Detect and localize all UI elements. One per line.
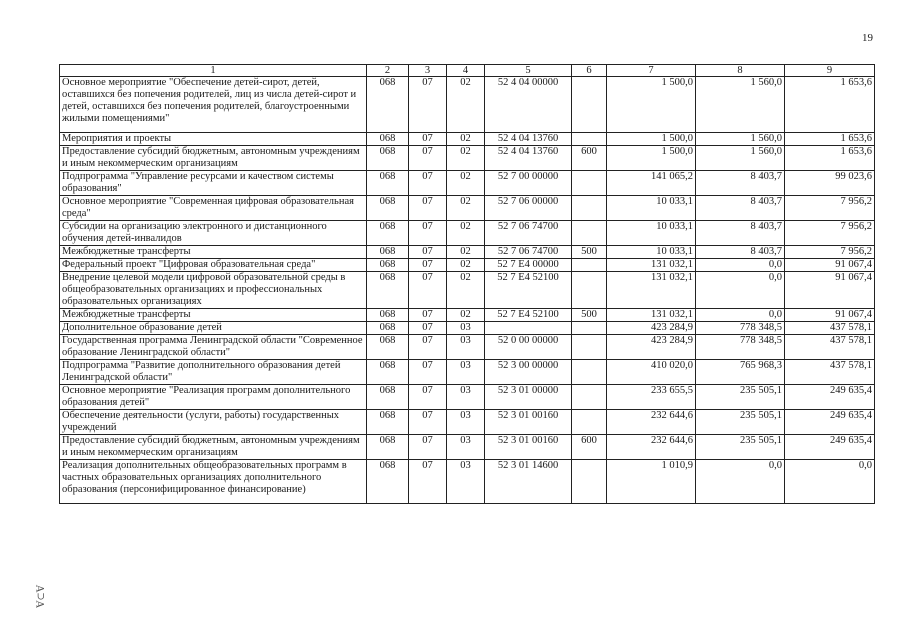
amount-2021-cell: 235 505,1 (696, 435, 785, 460)
amount-2021-cell: 235 505,1 (696, 385, 785, 410)
amount-2022-cell: 249 635,4 (785, 435, 875, 460)
table-row (60, 259, 875, 272)
expense-type-cell (572, 272, 607, 309)
section-code-cell: 07 (409, 171, 447, 196)
admin-code-cell: 068 (367, 460, 409, 504)
section-code-cell: 07 (409, 146, 447, 171)
row-name-cell: Предоставление субсидий бюджетным, автономным учреждениям и иным некоммерческим организациям (60, 435, 367, 460)
col-header-7: 7 (607, 65, 696, 77)
expense-type-cell (572, 171, 607, 196)
table-row (60, 335, 875, 360)
admin-code-cell: 068 (367, 196, 409, 221)
target-article-cell: 52 7 06 74700 (485, 246, 572, 259)
admin-code-cell: 068 (367, 335, 409, 360)
row-name-cell: Мероприятия и проекты (60, 133, 367, 146)
admin-code-cell: 068 (367, 410, 409, 435)
amount-2021-cell: 778 348,5 (696, 322, 785, 335)
amount-2020-cell: 131 032,1 (607, 259, 696, 272)
target-article-cell (485, 322, 572, 335)
amount-2020-cell: 10 033,1 (607, 196, 696, 221)
subsection-code-cell: 02 (447, 171, 485, 196)
table-row (60, 385, 875, 410)
table-header (60, 65, 875, 77)
row-name-cell: Предоставление субсидий бюджетным, автономным учреждениям и иным некоммерческим организациям (60, 146, 367, 171)
amount-2022-cell: 1 653,6 (785, 133, 875, 146)
admin-code-cell: 068 (367, 272, 409, 309)
target-article-cell: 52 0 00 00000 (485, 335, 572, 360)
subsection-code-cell: 03 (447, 460, 485, 504)
amount-2022-cell: 91 067,4 (785, 259, 875, 272)
row-name-cell: Основное мероприятие "Современная цифровая образовательная среда" (60, 196, 367, 221)
table-row (60, 246, 875, 259)
amount-2020-cell: 131 032,1 (607, 272, 696, 309)
amount-2022-cell: 437 578,1 (785, 335, 875, 360)
expense-type-cell: 500 (572, 309, 607, 322)
amount-2020-cell: 423 284,9 (607, 322, 696, 335)
admin-code-cell: 068 (367, 385, 409, 410)
subsection-code-cell: 03 (447, 410, 485, 435)
amount-2020-cell: 10 033,1 (607, 221, 696, 246)
target-article-cell: 52 4 04 13760 (485, 146, 572, 171)
row-name-cell: Подпрограмма "Развитие дополнительного образования детей Ленинградской области" (60, 360, 367, 385)
admin-code-cell: 068 (367, 246, 409, 259)
col-header-1: 1 (60, 65, 367, 77)
amount-2021-cell: 0,0 (696, 309, 785, 322)
amount-2022-cell: 99 023,6 (785, 171, 875, 196)
row-name-cell: Межбюджетные трансферты (60, 309, 367, 322)
amount-2021-cell: 8 403,7 (696, 171, 785, 196)
row-name-cell: Дополнительное образование детей (60, 322, 367, 335)
col-header-4: 4 (447, 65, 485, 77)
section-code-cell: 07 (409, 196, 447, 221)
admin-code-cell: 068 (367, 77, 409, 133)
section-code-cell: 07 (409, 309, 447, 322)
page-number: 19 (862, 32, 873, 44)
subsection-code-cell: 02 (447, 259, 485, 272)
amount-2022-cell: 249 635,4 (785, 385, 875, 410)
admin-code-cell: 068 (367, 259, 409, 272)
section-code-cell: 07 (409, 435, 447, 460)
target-article-cell: 52 4 04 00000 (485, 77, 572, 133)
table-row (60, 460, 875, 504)
amount-2020-cell: 232 644,6 (607, 435, 696, 460)
expense-type-cell: 500 (572, 246, 607, 259)
target-article-cell: 52 3 01 00000 (485, 385, 572, 410)
amount-2022-cell: 7 956,2 (785, 196, 875, 221)
amount-2021-cell: 1 560,0 (696, 133, 785, 146)
table-row (60, 322, 875, 335)
col-header-3: 3 (409, 65, 447, 77)
expense-type-cell (572, 221, 607, 246)
admin-code-cell: 068 (367, 146, 409, 171)
expense-type-cell (572, 360, 607, 385)
amount-2021-cell: 1 560,0 (696, 77, 785, 133)
amount-2022-cell: 7 956,2 (785, 246, 875, 259)
expense-type-cell (572, 77, 607, 133)
section-code-cell: 07 (409, 335, 447, 360)
table-row (60, 146, 875, 171)
row-name-cell: Федеральный проект "Цифровая образовательная среда" (60, 259, 367, 272)
amount-2020-cell: 410 020,0 (607, 360, 696, 385)
section-code-cell: 07 (409, 385, 447, 410)
amount-2022-cell: 7 956,2 (785, 221, 875, 246)
subsection-code-cell: 02 (447, 133, 485, 146)
section-code-cell: 07 (409, 410, 447, 435)
subsection-code-cell: 03 (447, 335, 485, 360)
expense-type-cell (572, 259, 607, 272)
admin-code-cell: 068 (367, 435, 409, 460)
col-header-9: 9 (785, 65, 875, 77)
amount-2021-cell: 8 403,7 (696, 246, 785, 259)
amount-2022-cell: 249 635,4 (785, 410, 875, 435)
table-row (60, 133, 875, 146)
section-code-cell: 07 (409, 259, 447, 272)
subsection-code-cell: 02 (447, 196, 485, 221)
amount-2020-cell: 1 010,9 (607, 460, 696, 504)
amount-2022-cell: 437 578,1 (785, 360, 875, 385)
section-code-cell: 07 (409, 77, 447, 133)
table-row (60, 410, 875, 435)
target-article-cell: 52 7 06 74700 (485, 221, 572, 246)
expense-type-cell (572, 410, 607, 435)
amount-2021-cell: 8 403,7 (696, 196, 785, 221)
table-row (60, 221, 875, 246)
amount-2021-cell: 8 403,7 (696, 221, 785, 246)
amount-2020-cell: 423 284,9 (607, 335, 696, 360)
target-article-cell: 52 7 00 00000 (485, 171, 572, 196)
col-header-6: 6 (572, 65, 607, 77)
amount-2021-cell: 778 348,5 (696, 335, 785, 360)
expense-type-cell (572, 335, 607, 360)
target-article-cell: 52 3 01 00160 (485, 410, 572, 435)
amount-2022-cell: 1 653,6 (785, 77, 875, 133)
amount-2020-cell: 233 655,5 (607, 385, 696, 410)
target-article-cell: 52 7 E4 52100 (485, 309, 572, 322)
margin-stamp: Ɐ⊂Ɐ (36, 585, 47, 608)
row-name-cell: Внедрение целевой модели цифровой образовательной среды в общеобразовательных организациях и профессиональных образовательных организациях (60, 272, 367, 309)
target-article-cell: 52 3 01 14600 (485, 460, 572, 504)
budget-table (59, 64, 875, 504)
table-body (60, 77, 875, 504)
admin-code-cell: 068 (367, 133, 409, 146)
section-code-cell: 07 (409, 133, 447, 146)
amount-2020-cell: 1 500,0 (607, 77, 696, 133)
subsection-code-cell: 02 (447, 272, 485, 309)
expense-type-cell (572, 196, 607, 221)
amount-2022-cell: 437 578,1 (785, 322, 875, 335)
subsection-code-cell: 03 (447, 322, 485, 335)
subsection-code-cell: 02 (447, 221, 485, 246)
target-article-cell: 52 3 01 00160 (485, 435, 572, 460)
row-name-cell: Обеспечение деятельности (услуги, работы) государственных учреждений (60, 410, 367, 435)
amount-2020-cell: 232 644,6 (607, 410, 696, 435)
subsection-code-cell: 03 (447, 360, 485, 385)
amount-2020-cell: 131 032,1 (607, 309, 696, 322)
table-row (60, 196, 875, 221)
col-header-5: 5 (485, 65, 572, 77)
target-article-cell: 52 3 00 00000 (485, 360, 572, 385)
amount-2021-cell: 0,0 (696, 272, 785, 309)
row-name-cell: Субсидии на организацию электронного и дистанционного обучения детей-инвалидов (60, 221, 367, 246)
amount-2021-cell: 0,0 (696, 460, 785, 504)
target-article-cell: 52 7 E4 00000 (485, 259, 572, 272)
admin-code-cell: 068 (367, 171, 409, 196)
section-code-cell: 07 (409, 460, 447, 504)
subsection-code-cell: 02 (447, 309, 485, 322)
target-article-cell: 52 4 04 13760 (485, 133, 572, 146)
expense-type-cell (572, 460, 607, 504)
col-header-2: 2 (367, 65, 409, 77)
table-row (60, 435, 875, 460)
target-article-cell: 52 7 06 00000 (485, 196, 572, 221)
row-name-cell: Подпрограмма "Управление ресурсами и качеством системы образования" (60, 171, 367, 196)
section-code-cell: 07 (409, 272, 447, 309)
table-row (60, 360, 875, 385)
amount-2022-cell: 91 067,4 (785, 309, 875, 322)
table-row (60, 171, 875, 196)
admin-code-cell: 068 (367, 309, 409, 322)
admin-code-cell: 068 (367, 221, 409, 246)
section-code-cell: 07 (409, 322, 447, 335)
table-row (60, 77, 875, 133)
expense-type-cell (572, 322, 607, 335)
table-row (60, 272, 875, 309)
amount-2022-cell: 91 067,4 (785, 272, 875, 309)
expense-type-cell (572, 385, 607, 410)
subsection-code-cell: 03 (447, 435, 485, 460)
expense-type-cell: 600 (572, 146, 607, 171)
section-code-cell: 07 (409, 221, 447, 246)
section-code-cell: 07 (409, 360, 447, 385)
subsection-code-cell: 02 (447, 77, 485, 133)
row-name-cell: Основное мероприятие "Обеспечение детей-сирот, детей, оставшихся без попечения родителей, лиц из числа детей-сирот и детей, оставшихся без попечения родителей, благоустроенными жилыми помещениями" (60, 77, 367, 133)
amount-2020-cell: 10 033,1 (607, 246, 696, 259)
amount-2021-cell: 235 505,1 (696, 410, 785, 435)
expense-type-cell (572, 133, 607, 146)
expense-type-cell: 600 (572, 435, 607, 460)
amount-2020-cell: 1 500,0 (607, 146, 696, 171)
row-name-cell: Межбюджетные трансферты (60, 246, 367, 259)
amount-2021-cell: 0,0 (696, 259, 785, 272)
amount-2021-cell: 765 968,3 (696, 360, 785, 385)
subsection-code-cell: 02 (447, 146, 485, 171)
subsection-code-cell: 03 (447, 385, 485, 410)
row-name-cell: Основное мероприятие "Реализация программ дополнительного образования детей" (60, 385, 367, 410)
table-row (60, 309, 875, 322)
amount-2022-cell: 1 653,6 (785, 146, 875, 171)
admin-code-cell: 068 (367, 322, 409, 335)
amount-2020-cell: 1 500,0 (607, 133, 696, 146)
col-header-8: 8 (696, 65, 785, 77)
amount-2021-cell: 1 560,0 (696, 146, 785, 171)
subsection-code-cell: 02 (447, 246, 485, 259)
section-code-cell: 07 (409, 246, 447, 259)
amount-2020-cell: 141 065,2 (607, 171, 696, 196)
target-article-cell: 52 7 E4 52100 (485, 272, 572, 309)
amount-2022-cell: 0,0 (785, 460, 875, 504)
admin-code-cell: 068 (367, 360, 409, 385)
row-name-cell: Реализация дополнительных общеобразовательных программ в частных образовательных организациях дополнительного образования (персонифицированное финансирование) (60, 460, 367, 504)
row-name-cell: Государственная программа Ленинградской области "Современное образование Ленинградской области" (60, 335, 367, 360)
